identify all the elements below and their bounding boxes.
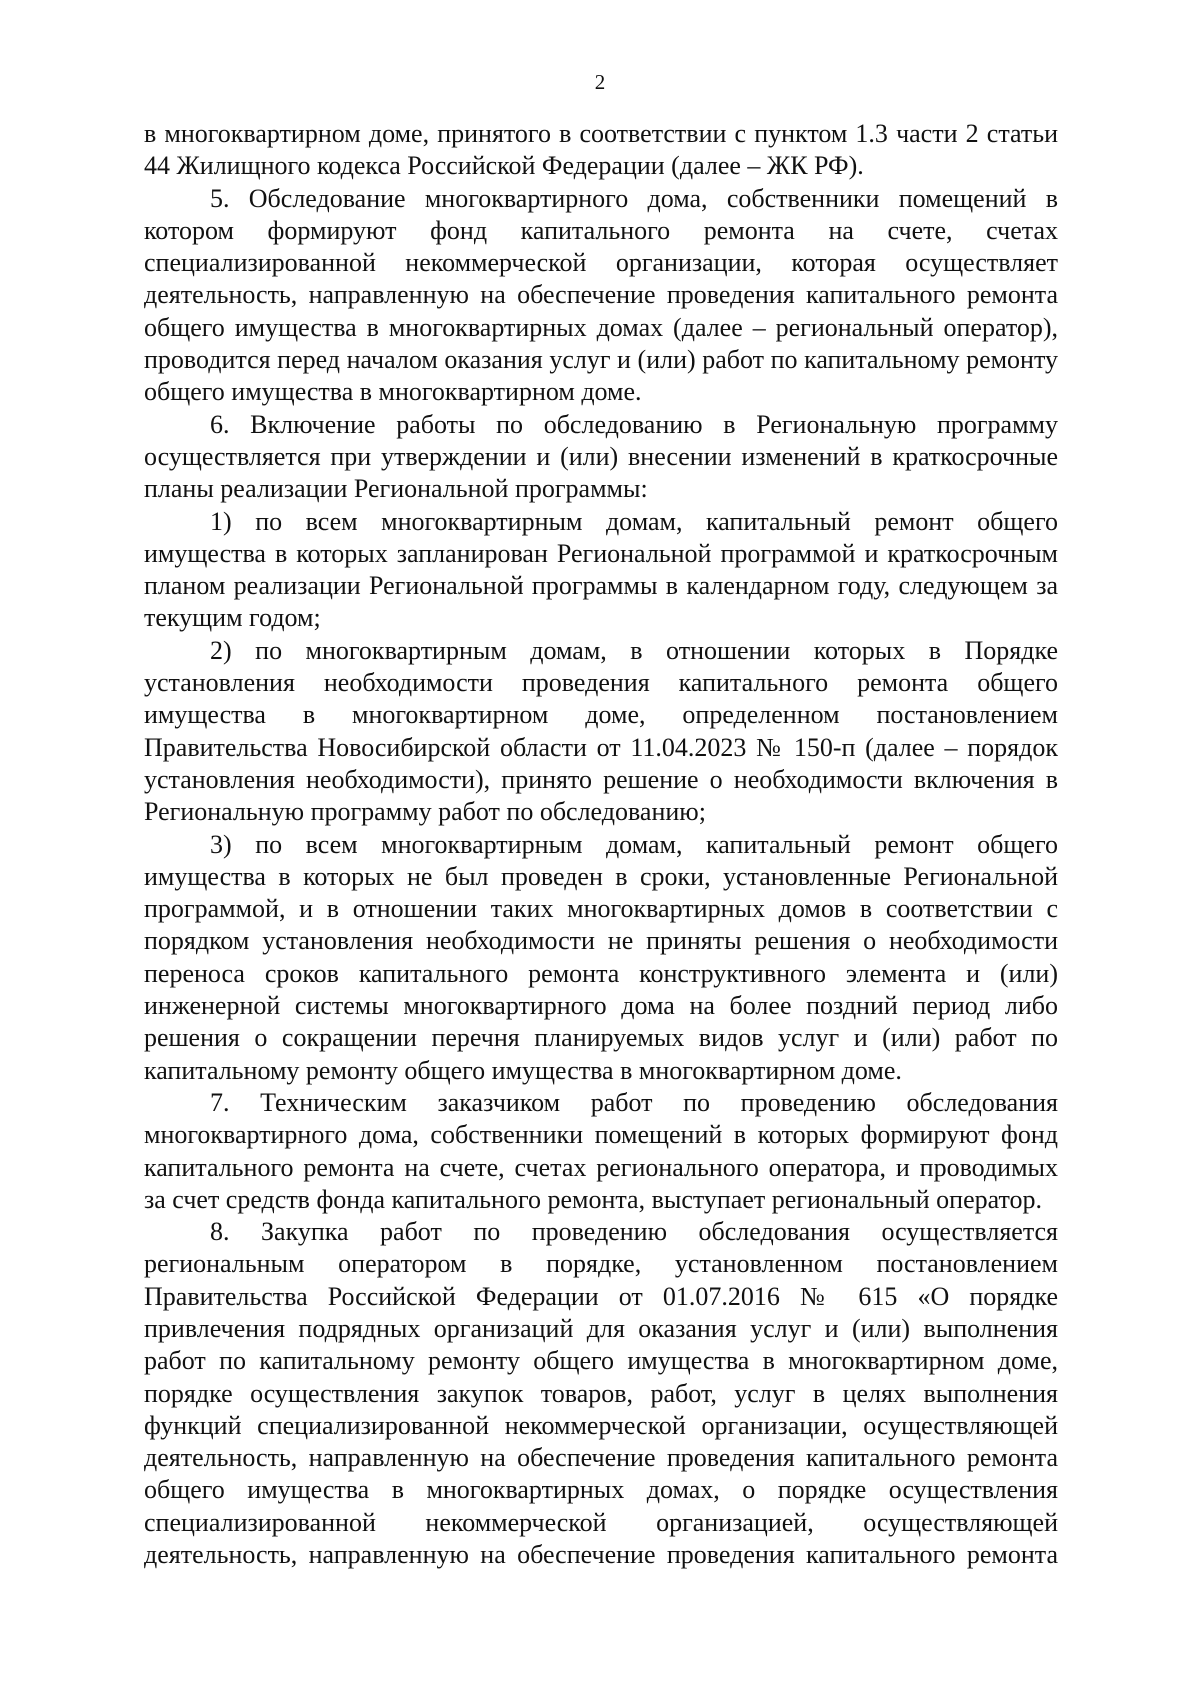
paragraph-subitem-2: 2) по многоквартирным домам, в отношении которых в Порядке установления необходимости проведения капитального ремонта общего имущества в многоквартирном доме, определенном постановлением Правительства Новосибирской области от 11.04.2023 № 150-п (далее – порядок установления необходимости), принято решение о необходимости включения в Региональную программу работ по обследованию; [144,635,1058,827]
paragraph-continuation: в многоквартирном доме, принятого в соответствии с пунктом 1.3 части 2 статьи 44 Жилищного кодекса Российской Федерации (далее – ЖК РФ). [144,119,1058,181]
paragraph-subitem-1: 1) по всем многоквартирным домам, капитальный ремонт общего имущества в которых запланирован Региональной программой и краткосрочным планом реализации Региональной программы в календарном году, следующем за текущим годом; [144,506,1058,633]
paragraph-item-5: 5. Обследование многоквартирного дома, собственники помещений в котором формируют фонд капитального ремонта на счете, счетах специализированной некоммерческой организации, которая осуществляет деятельность, направленную на обеспечение проведения капитального ремонта общего имущества в многоквартирных домах (далее – региональный оператор), проводится перед началом оказания услуг и (или) работ по капитальному ремонту общего имущества в многоквартирном доме. [144,183,1058,407]
paragraph-item-6: 6. Включение работы по обследованию в Региональную программу осуществляется при утверждении и (или) внесении изменений в краткосрочные планы реализации Региональной программы: [144,409,1058,504]
document-body [144,118,1058,1571]
paragraph-subitem-3: 3) по всем многоквартирным домам, капитальный ремонт общего имущества в которых не был проведен в сроки, установленные Региональной программой, и в отношении таких многоквартирных домов в соответствии с порядком установления необходимости не приняты решения о необходимости переноса сроков капитального ремонта конструктивного элемента и (или) инженерной системы многоквартирного дома на более поздний период либо решения о сокращении перечня планируемых видов услуг и (или) работ по капитальному ремонту общего имущества в многоквартирном доме. [144,829,1058,1085]
page-number: 2 [594,70,606,94]
paragraph-item-8: 8. Закупка работ по проведению обследования осуществляется региональным оператором в порядке, установленном постановлением Правительства Российской Федерации от 01.07.2016 № 615 «О порядке привлечения подрядных организаций для оказания услуг и (или) выполнения работ по капитальному ремонту общего имущества в многоквартирном доме, порядке осуществления закупок товаров, работ, услуг в целях выполнения функций специализированной некоммерческой организации, осуществляющей деятельность, направленную на обеспечение проведения капитального ремонта общего имущества в многоквартирных домах, о порядке осуществления специализированной некоммерческой организацией, осуществляющей деятельность, направленную на обеспечение проведения капитального ремонта [144,1217,1058,1570]
paragraph-item-7: 7. Техническим заказчиком работ по проведению обследования многоквартирного дома, собственники помещений в которых формируют фонд капитального ремонта на счете, счетах регионального оператора, и проводимых за счет средств фонда капитального ремонта, выступает региональный оператор. [144,1087,1058,1214]
